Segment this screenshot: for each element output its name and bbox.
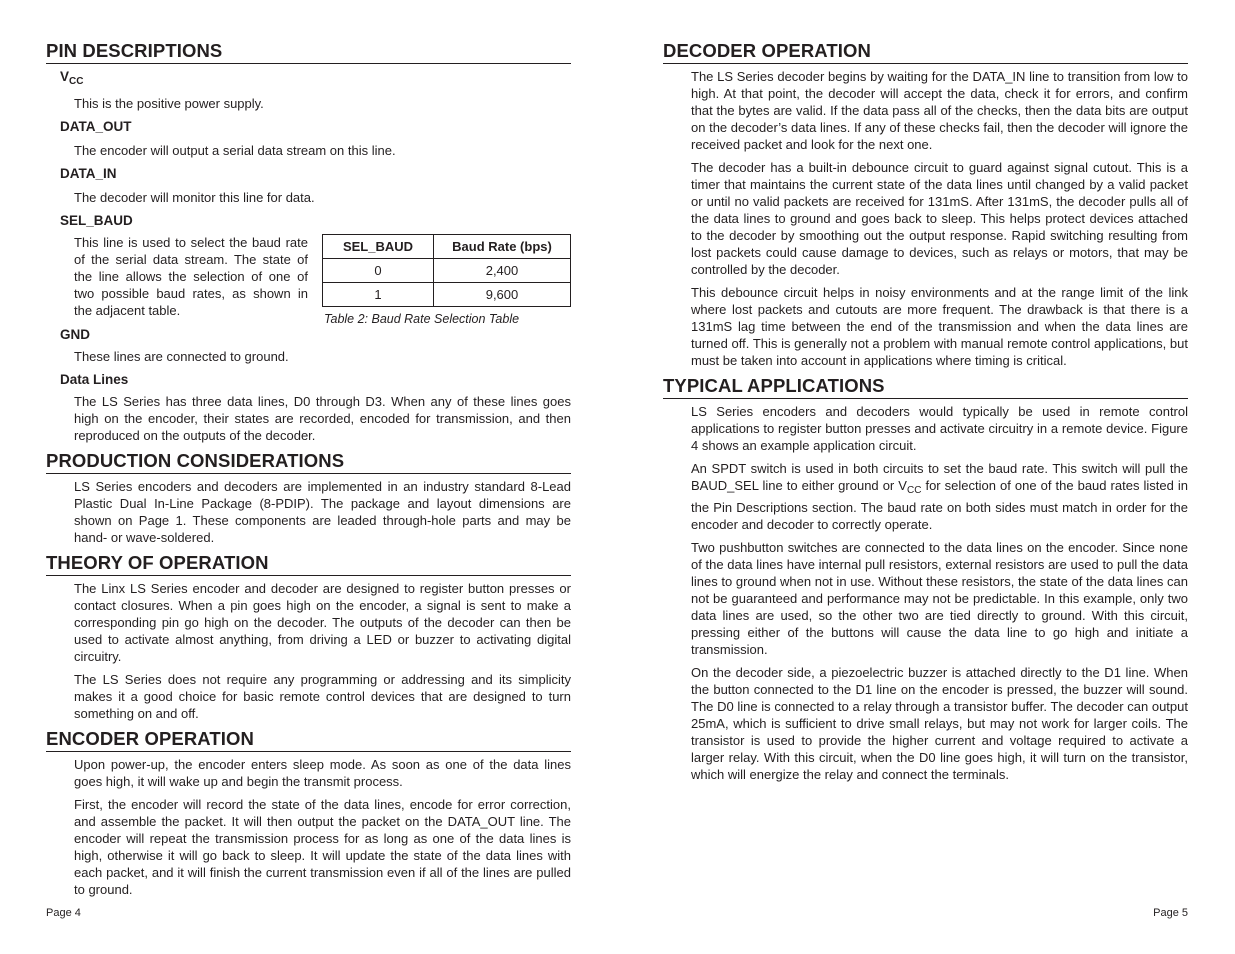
table-caption: Table 2: Baud Rate Selection Table xyxy=(324,312,520,326)
gnd-label: GND xyxy=(60,327,90,342)
page-number-right: Page 5 xyxy=(1153,907,1188,919)
encoder-paragraph-2: First, the encoder will record the state of the data lines, encode for error correction, and assemble the packet. It will then output the packet on the DATA_OUT line. The encoder will repeat the transmission process for as long as one of the data lines is high, otherwise it will go back to sleep. It will update the state of the data lines with each packet, and it will finish the current transmission even if all of the lines are pulled to ground. xyxy=(74,797,571,897)
page-number-left: Page 4 xyxy=(46,907,81,919)
table-header-cell: Baud Rate (bps) xyxy=(434,235,571,259)
table-row xyxy=(323,283,571,307)
left-page-column xyxy=(46,40,571,898)
theory-paragraph-2: The LS Series does not require any programming or addressing and its simplicity makes it a good choice for basic remote control devices that are designed to turn something on and off. xyxy=(74,672,571,721)
table-header-row xyxy=(323,235,571,259)
typical-paragraph-1: LS Series encoders and decoders would typically be used in remote control applications to register button presses and activate circuitry in a remote device. Figure 4 shows an example application circuit. xyxy=(691,404,1188,453)
data-out-label: DATA_OUT xyxy=(60,119,132,134)
data-lines-label: Data Lines xyxy=(60,372,129,387)
vcc-label: $V_{CC}$ xyxy=(60,69,84,87)
gnd-description: These lines are connected to ground. xyxy=(74,349,289,364)
table-cell: 1 xyxy=(323,283,434,307)
sel-baud-label: SEL_BAUD xyxy=(60,213,133,228)
theory-paragraph-1: The Linx LS Series encoder and decoder are designed to register button presses or contact closures. When a pin goes high on the encoder, a signal is sent to make a corresponding pin go high on the decoder. The outputs of the decoder can then be used to activate almost anything, from driving a LED or buzzer to activating digital circuitry. xyxy=(74,581,571,664)
sel-baud-block xyxy=(74,234,571,326)
baud-rate-table xyxy=(322,234,571,307)
data-in-description: The decoder will monitor this line for data. xyxy=(74,190,315,205)
data-out-description: The encoder will output a serial data stream on this line. xyxy=(74,143,396,158)
table-cell: 2,400 xyxy=(434,259,571,283)
typical-paragraph-3: Two pushbutton switches are connected to the data lines on the encoder. Since none of the data lines have internal pull resistors, external resistors are used to pull the data lines to ground when not in use. Without these resistors, the state of the data lines can not be guaranteed and performance may not be predictable. In this example, only two data lines are used, so the other two are tied directly to ground. With this circuit, pressing either of the buttons will cause the data line to go high and initiate a transmission. xyxy=(691,540,1188,657)
theory-of-operation-heading: THEORY OF OPERATION xyxy=(46,552,571,576)
typical-paragraph-2: An SPDT switch is used in both circuits to set the baud rate. This switch will pull the BAUD_SEL line to either ground or $V_{CC}$ for selection of one of the baud rates listed in the Pin Descriptions section. The baud rate on both sides must match in order for the encoder and decoder to correctly operate. xyxy=(691,461,1188,532)
table-row xyxy=(323,259,571,283)
data-lines-description: The LS Series has three data lines, D0 through D3. When any of these lines goes high on the encoder, their states are recorded, encoded for transmission, and then reproduced on the outputs of the decoder. xyxy=(74,394,571,443)
data-in-label: DATA_IN xyxy=(60,166,117,181)
production-considerations-heading: PRODUCTION CONSIDERATIONS xyxy=(46,450,571,474)
table-header-cell: SEL_BAUD xyxy=(323,235,434,259)
decoder-paragraph-2: The decoder has a built-in debounce circuit to guard against signal cutout. This is a timer that maintains the current state of the data lines until changed by a valid packet or until no valid packets are received for 131mS. After 131mS, the decoder pulls all of the data lines to ground and goes back to sleep. This helps protect devices attached to the decoder by smoothing out the output response. Rapid switching resulting from lost packets could cause damage to devices, such as relays or motors, that may be controlled by the decoder. xyxy=(691,160,1188,277)
typical-applications-heading: TYPICAL APPLICATIONS xyxy=(663,375,1188,399)
vcc-description: This is the positive power supply. xyxy=(74,96,264,111)
production-text: LS Series encoders and decoders are implemented in an industry standard 8-Lead Plastic Dual In-Line Package (8-PDIP). The package and layout dimensions are shown on Page 1. These components are leaded through-hole parts and may be hand- or wave-soldered. xyxy=(74,479,571,545)
decoder-paragraph-3: This debounce circuit helps in noisy environments and at the range limit of the link where lost packets and cutouts are more frequent. The drawback is that there is a 131mS lag time between the end of the transmission and when the data lines are turned off. This is generally not a problem with manual remote control applications, but must be taken into account in applications where timing is critical. xyxy=(691,285,1188,368)
table-cell: 0 xyxy=(323,259,434,283)
encoder-operation-heading: ENCODER OPERATION xyxy=(46,728,571,752)
table-cell: 9,600 xyxy=(434,283,571,307)
typical-paragraph-4: On the decoder side, a piezoelectric buzzer is attached directly to the D1 line. When the button connected to the D1 line on the encoder is pressed, the buzzer will sound. The D0 line is connected to a relay through a transistor buffer. The decoder can output 25mA, which is sufficient to drive small relays, but may not work for larger coils. The transistor is used to provide the higher current and voltage required to activate a larger relay. With this circuit, when the D0 line goes high, it will turn on the transistor, which will energize the relay and connect the terminals. xyxy=(691,665,1188,782)
pin-descriptions-heading: PIN DESCRIPTIONS xyxy=(46,40,571,64)
encoder-paragraph-1: Upon power-up, the encoder enters sleep mode. As soon as one of the data lines goes high, it will wake up and begin the transmit process. xyxy=(74,757,571,789)
decoder-paragraph-1: The LS Series decoder begins by waiting for the DATA_IN line to transition from low to high. At that point, the decoder will accept the data, check it for errors, and confirm that the bytes are valid. If the data pass all of the checks, then the data bits are output on the decoder’s data lines. If any of these checks fail, then the decoder will ignore the received packet and look for the next one. xyxy=(691,69,1188,152)
right-page-column xyxy=(663,40,1188,783)
sel-baud-description: This line is used to select the baud rate of the serial data stream. The state of the line allows the selection of one of two possible baud rates, as shown in the adjacent table. xyxy=(74,235,308,318)
decoder-operation-heading: DECODER OPERATION xyxy=(663,40,1188,64)
